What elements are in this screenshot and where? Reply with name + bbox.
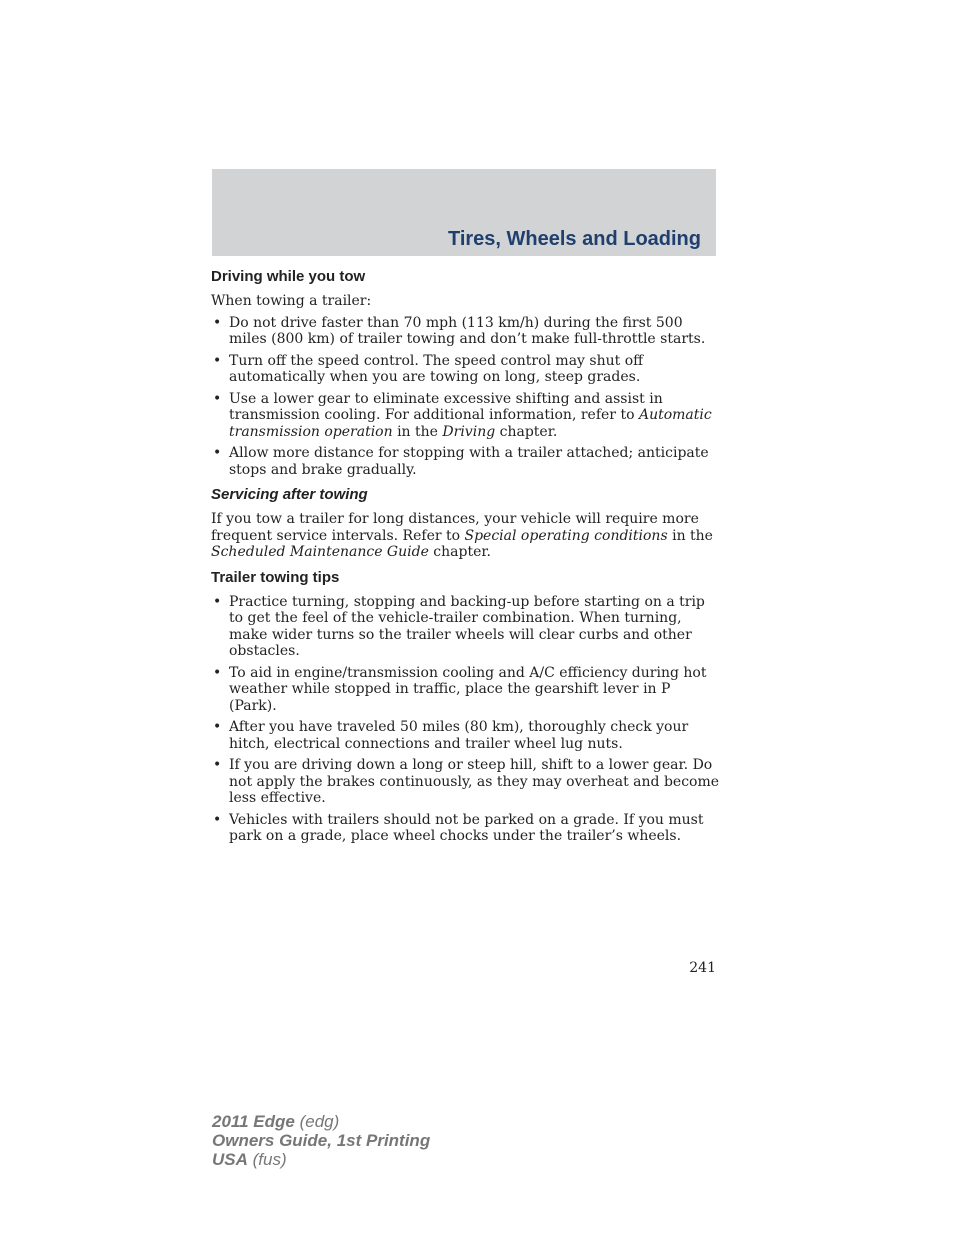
section-heading: Servicing after towing [211, 486, 368, 503]
section-paragraph: If you tow a trailer for long distances, your vehicle will require more frequent service intervals. Refer to Special operating conditions in the Scheduled Maintenance Guide chapter. [211, 511, 713, 560]
list-item: • Turn off the speed control. The speed control may shut off automatically when you are towing on long, steep grades. [211, 353, 721, 386]
footer-line-market [212, 1150, 430, 1169]
section-heading: Driving while you tow [211, 268, 366, 285]
chapter-title: Tires, Wheels and Loading [447, 228, 701, 250]
list-item: • To aid in engine/transmission cooling and A/C efficiency during hot weather while stopped in traffic, place the gearshift lever in P (Park). [211, 665, 721, 715]
section-intro: When towing a trailer: [211, 293, 372, 309]
section-trailer-towing-tips [211, 569, 721, 845]
list-item: • Practice turning, stopping and backing-up before starting on a trip to get the feel of the vehicle-trailer combination. When turning, make wider turns so the trailer wheels will clear curbs and other obstacles. [211, 594, 721, 660]
footer-model-code: (edg) [299, 1112, 340, 1131]
footer-line-model [212, 1112, 430, 1131]
page-content [211, 268, 721, 853]
chapter-header-band [212, 169, 716, 256]
document-footer [212, 1112, 430, 1169]
section-heading: Trailer towing tips [211, 568, 340, 586]
footer-market: USA [212, 1150, 248, 1169]
footer-model: 2011 Edge [212, 1112, 295, 1131]
bullet-list [211, 594, 721, 845]
list-item: • Do not drive faster than 70 mph (113 km/h) during the first 500 miles (800 km) of trailer towing and don’t make full-throttle starts. [211, 315, 721, 348]
list-item: • After you have traveled 50 miles (80 km), thoroughly check your hitch, electrical connections and trailer wheel lug nuts. [211, 719, 721, 752]
bullet-list [211, 315, 721, 479]
footer-line-guide [212, 1131, 430, 1150]
list-item: • Vehicles with trailers should not be parked on a grade. If you must park on a grade, place wheel chocks under the trailer’s wheels. [211, 812, 721, 845]
list-item: • Allow more distance for stopping with a trailer attached; anticipate stops and brake gradually. [211, 445, 721, 478]
footer-market-code: (fus) [252, 1150, 287, 1169]
section-driving-while-you-tow [211, 268, 721, 478]
footer-guide: Owners Guide, 1st Printing [212, 1131, 431, 1150]
page-number: 241 [689, 960, 716, 976]
section-servicing-after-towing [211, 486, 721, 561]
list-item: • If you are driving down a long or steep hill, shift to a lower gear. Do not apply the brakes continuously, as they may overheat and become less effective. [211, 757, 721, 807]
list-item: • Use a lower gear to eliminate excessive shifting and assist in transmission cooling. For additional information, refer to Automatic transmission operation in the Driving chapter. [211, 391, 721, 441]
